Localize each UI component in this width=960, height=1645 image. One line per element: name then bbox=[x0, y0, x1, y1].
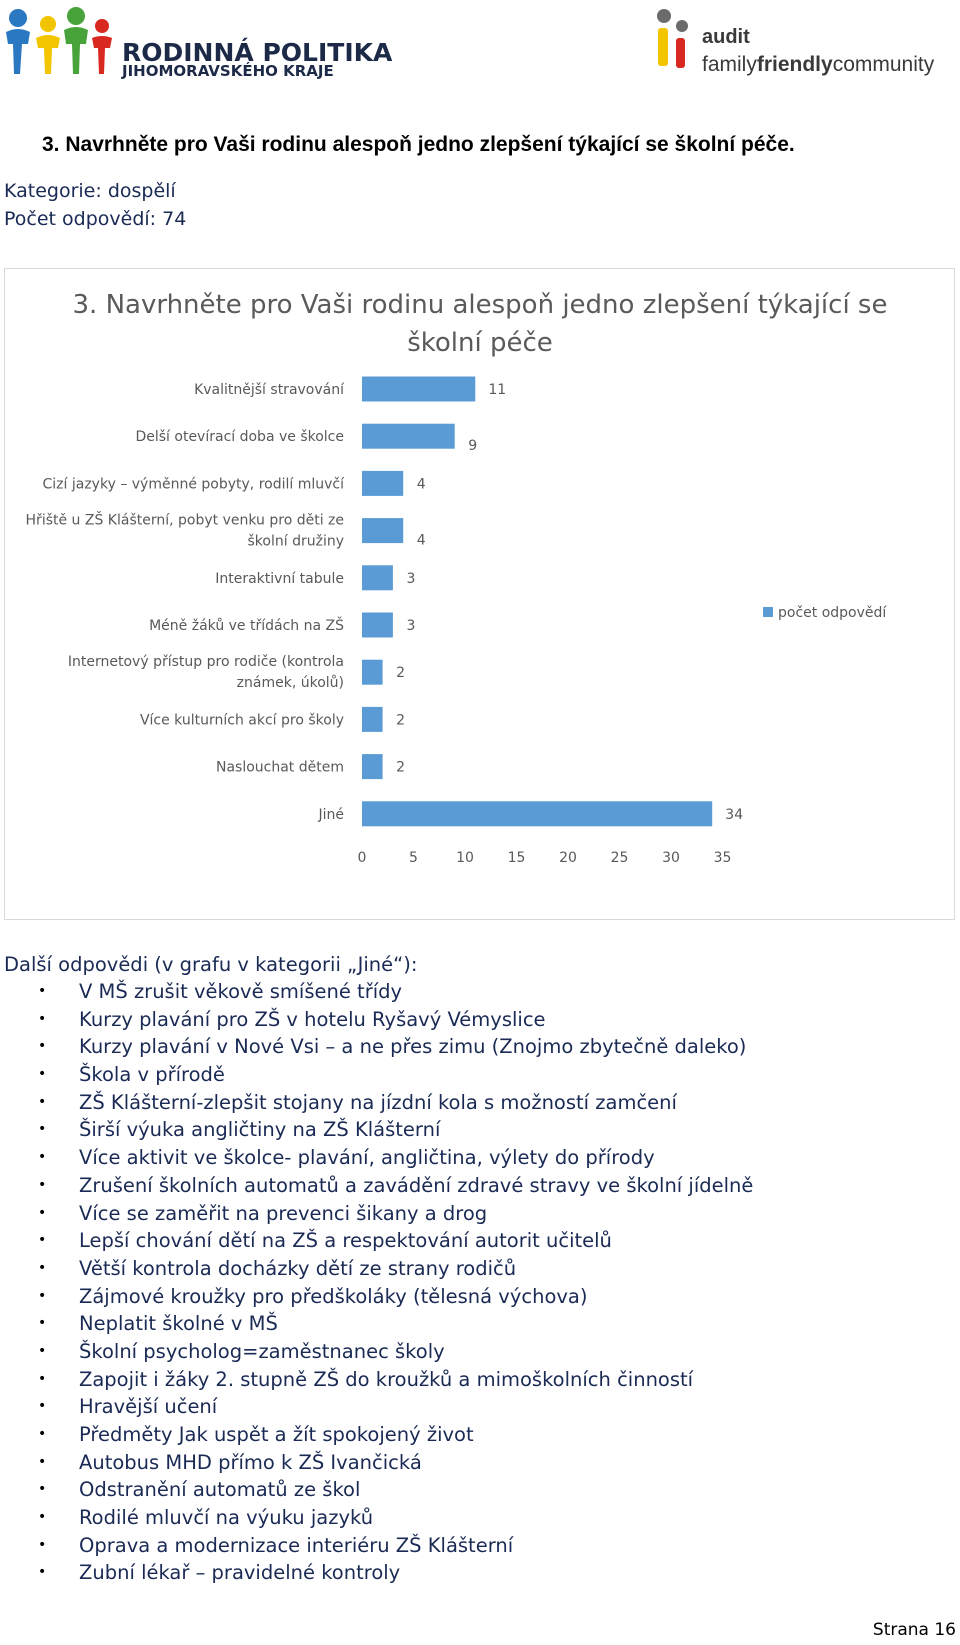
bullet-icon: • bbox=[38, 1342, 47, 1359]
category-label: Jiné bbox=[318, 806, 344, 823]
bullet-icon: • bbox=[38, 1370, 47, 1387]
answer-text: Zapojit i žáky 2. stupně ZŠ do kroužků a mimoškolních činností bbox=[79, 1367, 694, 1391]
answer-text: ZŠ Klášterní-zlepšit stojany na jízdní kola s možností zamčení bbox=[79, 1090, 677, 1114]
bullet-icon: • bbox=[38, 1149, 47, 1166]
chart-title-line2: školní péče bbox=[407, 328, 553, 358]
category-label: Hřiště u ZŠ Klášterní, pobyt venku pro děti ze bbox=[25, 512, 344, 529]
category-label: Interaktivní tabule bbox=[215, 570, 344, 587]
bullet-icon: • bbox=[38, 1204, 47, 1221]
answer-item bbox=[0, 1532, 753, 1560]
category-label: známek, úkolů) bbox=[236, 675, 344, 692]
category-label: Méně žáků ve třídách na ZŠ bbox=[149, 618, 344, 634]
answer-item bbox=[0, 1033, 753, 1061]
category-label: Cizí jazyky – výměnné pobyty, rodilí mluvčí bbox=[42, 476, 344, 493]
data-label: 4 bbox=[416, 476, 426, 493]
category-label: Více kulturních akcí pro školy bbox=[139, 712, 344, 729]
answer-item bbox=[0, 1283, 753, 1311]
answer-text: Kurzy plavání v Nové Vsi – a ne přes zimu (Znojmo zbytečně daleko) bbox=[79, 1035, 747, 1059]
bar bbox=[362, 754, 383, 779]
data-label: 2 bbox=[396, 712, 406, 729]
bullet-icon: • bbox=[38, 1010, 47, 1027]
bar bbox=[362, 377, 475, 402]
bar bbox=[362, 471, 403, 496]
answer-item bbox=[0, 1116, 753, 1144]
bar bbox=[362, 518, 403, 543]
left-logo-subtitle: JIHOMORAVSKÉHO KRAJE bbox=[122, 62, 334, 80]
bullet-icon: • bbox=[38, 1176, 47, 1193]
x-tick-label: 35 bbox=[713, 850, 732, 866]
answer-item bbox=[0, 1227, 753, 1255]
question-heading: 3. Navrhněte pro Vaši rodinu alespoň jedno zlepšení týkající se školní péče. bbox=[42, 133, 795, 156]
bullet-icon: • bbox=[38, 1121, 47, 1138]
bullet-icon: • bbox=[38, 1315, 47, 1332]
answer-text: Školní psycholog=zaměstnanec školy bbox=[79, 1339, 445, 1363]
data-label: 2 bbox=[396, 665, 406, 682]
answer-text: Kurzy plavání pro ZŠ v hotelu Ryšavý Vémyslice bbox=[79, 1007, 546, 1031]
answer-item bbox=[0, 1393, 753, 1421]
more-answers-list bbox=[0, 978, 753, 1587]
answer-item bbox=[0, 1559, 753, 1587]
right-logo-family-friendly: familyfriendlycommunity bbox=[702, 53, 935, 76]
answer-text: Širší výuka angličtiny na ZŠ Klášterní bbox=[79, 1118, 441, 1142]
category-label: Kategorie: dospělí bbox=[4, 180, 176, 202]
answer-text: Neplatit školné v MŠ bbox=[79, 1312, 278, 1336]
answer-text: Rodilé mluvčí na výuku jazyků bbox=[79, 1506, 374, 1530]
answer-item bbox=[0, 1255, 753, 1283]
right-logo-audit: audit bbox=[702, 26, 750, 48]
x-tick-label: 25 bbox=[610, 850, 629, 866]
answer-text: Větší kontrola docházky dětí ze strany rodičů bbox=[79, 1256, 517, 1280]
legend-label: počet odpovědí bbox=[778, 605, 887, 621]
more-answers-title: Další odpovědi (v grafu v kategorii „Jiné“): bbox=[4, 953, 418, 976]
data-label: 2 bbox=[396, 759, 406, 776]
data-label: 11 bbox=[488, 382, 507, 398]
bullet-icon: • bbox=[38, 1536, 47, 1553]
answer-item bbox=[0, 1089, 753, 1117]
left-logo-title: RODINNÁ POLITIKA bbox=[122, 38, 393, 67]
answer-item bbox=[0, 1366, 753, 1394]
answer-text: Odstranění automatů ze škol bbox=[79, 1478, 361, 1502]
data-label: 34 bbox=[725, 806, 744, 823]
answer-text: V MŠ zrušit věkově smíšené třídy bbox=[79, 980, 403, 1003]
x-tick-label: 10 bbox=[456, 850, 474, 866]
bullet-icon: • bbox=[38, 983, 47, 999]
answer-text: Lepší chování dětí na ZŠ a respektování autorit učitelů bbox=[79, 1229, 612, 1253]
answer-item bbox=[0, 1006, 753, 1034]
answer-item bbox=[0, 1310, 753, 1338]
bar bbox=[362, 801, 712, 826]
bullet-icon: • bbox=[38, 1093, 47, 1110]
bullet-icon: • bbox=[38, 1426, 47, 1442]
bullet-icon: • bbox=[38, 1259, 47, 1276]
data-label: 3 bbox=[406, 618, 416, 634]
bullet-icon: • bbox=[38, 1038, 47, 1055]
x-tick-label: 0 bbox=[357, 850, 367, 866]
x-tick-label: 15 bbox=[507, 850, 526, 866]
bar bbox=[362, 613, 393, 638]
answer-text: Více aktivit ve školce- plavání, angličtina, výlety do přírody bbox=[79, 1146, 655, 1170]
bar bbox=[362, 565, 393, 590]
answer-item bbox=[0, 1200, 753, 1228]
answer-item bbox=[0, 1421, 753, 1449]
category-label: Kvalitnější stravování bbox=[194, 382, 344, 398]
bullet-icon: • bbox=[38, 1232, 47, 1249]
answer-item bbox=[0, 1476, 753, 1504]
answer-text: Autobus MHD přímo k ZŠ Ivančická bbox=[79, 1450, 422, 1474]
bar bbox=[362, 707, 383, 732]
answer-item bbox=[0, 1338, 753, 1366]
bullet-icon: • bbox=[38, 1453, 47, 1470]
category-label: Delší otevírací doba ve školce bbox=[135, 429, 344, 446]
category-label: Naslouchat dětem bbox=[215, 759, 344, 776]
x-tick-label: 5 bbox=[409, 850, 418, 866]
bullet-icon: • bbox=[38, 1287, 47, 1304]
answer-item bbox=[0, 1172, 753, 1200]
page-number: Strana 16 bbox=[872, 1620, 956, 1640]
answer-text: Zubní lékař – pravidelné kontroly bbox=[79, 1561, 401, 1585]
x-tick-label: 30 bbox=[662, 850, 680, 866]
answer-item bbox=[0, 1504, 753, 1532]
answer-item bbox=[0, 1449, 753, 1477]
response-count: Počet odpovědí: 74 bbox=[4, 208, 187, 230]
bar bbox=[362, 660, 383, 685]
legend-swatch bbox=[763, 607, 773, 617]
category-label: školní družiny bbox=[247, 533, 344, 550]
data-label: 9 bbox=[468, 438, 478, 455]
answer-text: Oprava a modernizace interiéru ZŠ Klášterní bbox=[79, 1533, 514, 1557]
data-label: 4 bbox=[416, 532, 426, 549]
x-tick-label: 20 bbox=[559, 850, 577, 866]
answer-text: Zrušení školních automatů a zavádění zdravé stravy ve školní jídelně bbox=[79, 1173, 754, 1197]
chart-title-line1: 3. Navrhněte pro Vaši rodinu alespoň jedno zlepšení týkající se bbox=[72, 290, 888, 320]
answer-item bbox=[0, 1144, 753, 1172]
bar bbox=[362, 424, 455, 449]
bullet-icon: • bbox=[38, 1066, 47, 1083]
category-label: Internetový přístup pro rodiče (kontrola bbox=[67, 654, 344, 671]
bullet-icon: • bbox=[38, 1481, 47, 1498]
answer-text: Více se zaměřit na prevenci šikany a drog bbox=[79, 1201, 488, 1225]
answer-text: Zájmové kroužky pro předškoláky (tělesná výchova) bbox=[79, 1284, 588, 1308]
bullet-icon: • bbox=[38, 1509, 47, 1526]
answer-text: Škola v přírodě bbox=[79, 1063, 225, 1087]
answer-item bbox=[0, 1061, 753, 1089]
answer-text: Předměty Jak uspět a žít spokojený život bbox=[79, 1423, 474, 1446]
data-label: 3 bbox=[406, 570, 416, 587]
bullet-icon: • bbox=[38, 1564, 47, 1581]
bullet-icon: • bbox=[38, 1398, 47, 1415]
answer-text: Hravější učení bbox=[79, 1395, 218, 1419]
answer-item bbox=[0, 978, 753, 1006]
